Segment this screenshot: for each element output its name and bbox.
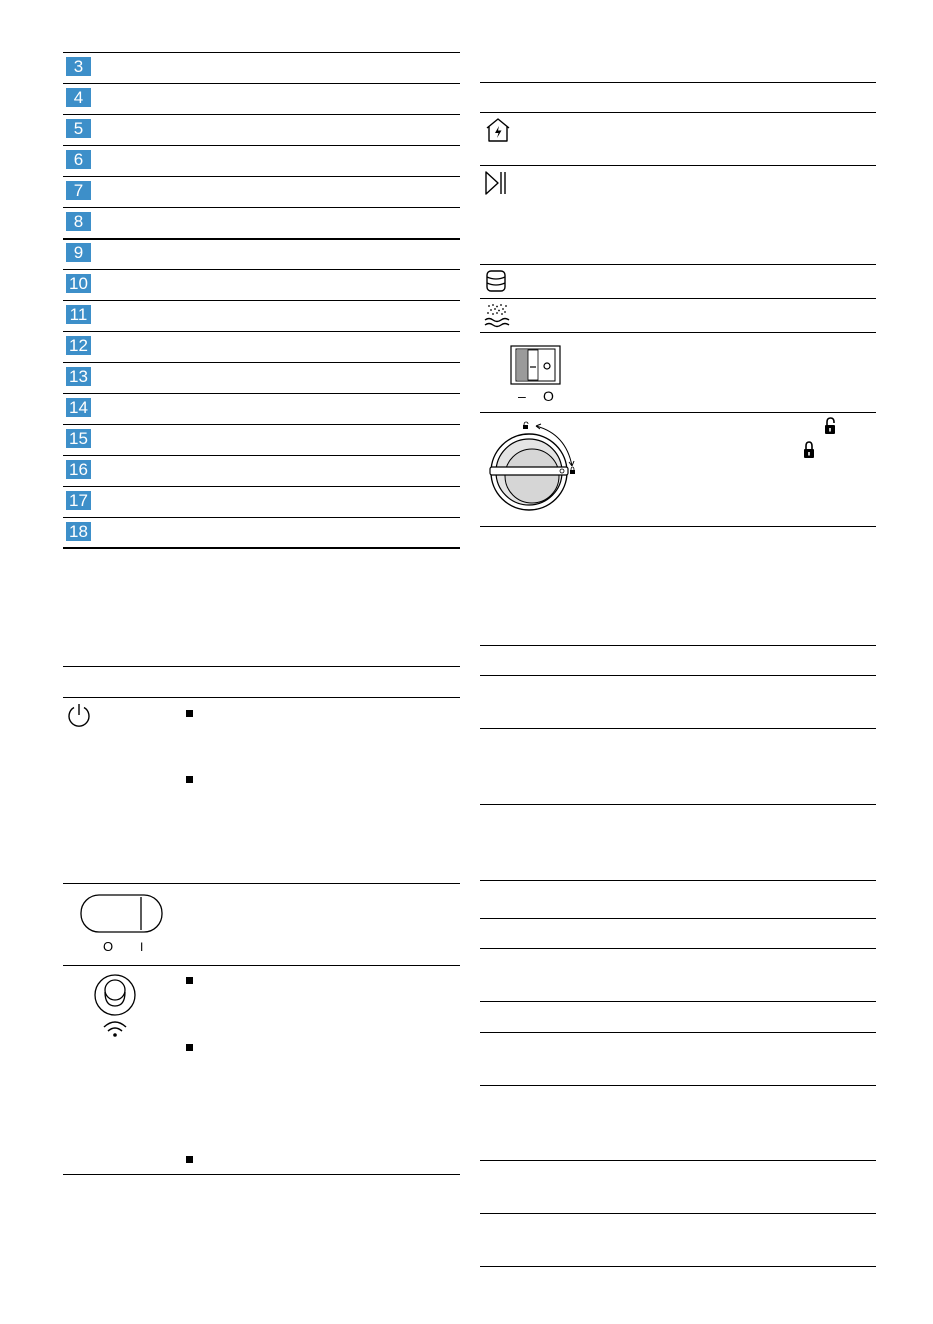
- table-rule: [480, 804, 876, 805]
- table-rule: [480, 880, 876, 881]
- table-rule: [480, 82, 876, 83]
- bullet: [186, 710, 193, 717]
- table-rule: [63, 114, 460, 115]
- number-badge: 6: [66, 150, 91, 169]
- table-rule: [63, 883, 460, 884]
- bullet: [186, 1044, 193, 1051]
- table-rule: [480, 1085, 876, 1086]
- table-rule: [480, 332, 876, 333]
- number-badge: 16: [66, 460, 91, 479]
- table-rule: [480, 645, 876, 646]
- bullet: [186, 1156, 193, 1163]
- table-rule: [63, 300, 460, 301]
- panel-label-o: O: [543, 388, 554, 404]
- lock-icon: [803, 441, 815, 459]
- table-rule: [63, 517, 460, 518]
- table-rule: [480, 918, 876, 919]
- table-rule: [63, 1174, 460, 1175]
- bullet: [186, 977, 193, 984]
- power-icon: [66, 702, 92, 728]
- dust-sensor-icon: [483, 302, 511, 328]
- table-rule: [480, 412, 876, 413]
- table-rule: [480, 165, 876, 166]
- number-badge: 8: [66, 212, 91, 231]
- table-rule: [63, 393, 460, 394]
- table-rule: [63, 455, 460, 456]
- switch-label-off: O: [103, 939, 114, 954]
- lock-knob-icon: [486, 420, 582, 516]
- number-badge: 4: [66, 88, 91, 107]
- unlock-icon: [824, 417, 836, 435]
- table-rule: [63, 362, 460, 363]
- table-rule: [63, 83, 460, 84]
- table-rule: [480, 526, 876, 527]
- table-rule: [63, 207, 460, 208]
- table-rule: [63, 269, 460, 270]
- table-rule: [480, 112, 876, 113]
- table-rule: [63, 666, 460, 667]
- bullet: [186, 776, 193, 783]
- table-rule: [480, 264, 876, 265]
- table-rule: [480, 675, 876, 676]
- table-rule: [63, 424, 460, 425]
- number-badge: 12: [66, 336, 91, 355]
- home-energy-icon: [484, 117, 512, 143]
- table-rule: [63, 145, 460, 146]
- table-rule: [63, 52, 460, 53]
- table-rule: [480, 1160, 876, 1161]
- table-rule: [480, 1266, 876, 1267]
- wifi-knob-icon: [92, 972, 138, 1040]
- table-rule: [63, 547, 460, 549]
- table-rule: [63, 697, 460, 698]
- table-rule: [480, 1213, 876, 1214]
- table-rule: [63, 965, 460, 966]
- number-badge: 15: [66, 429, 91, 448]
- table-rule: [63, 176, 460, 177]
- number-badge: 5: [66, 119, 91, 138]
- number-badge: 14: [66, 398, 91, 417]
- table-rule: [63, 331, 460, 332]
- rocker-switch-icon: [80, 894, 164, 934]
- table-rule: [63, 486, 460, 487]
- number-badge: 10: [66, 274, 91, 293]
- table-rule: [480, 1001, 876, 1002]
- number-badge: 7: [66, 181, 91, 200]
- number-badge: 13: [66, 367, 91, 386]
- number-badge: 3: [66, 57, 91, 76]
- number-badge: 18: [66, 522, 91, 541]
- switch-panel-icon: [510, 345, 562, 387]
- panel-label-minus: –: [518, 388, 526, 404]
- switch-label-on: I: [140, 940, 144, 954]
- container-icon: [485, 269, 507, 293]
- table-rule: [480, 728, 876, 729]
- table-rule: [480, 298, 876, 299]
- table-rule: [480, 948, 876, 949]
- number-badge: 11: [66, 305, 91, 324]
- table-rule: [480, 1032, 876, 1033]
- skip-play-pause-icon: [484, 170, 508, 196]
- number-badge: 17: [66, 491, 91, 510]
- number-badge: 9: [66, 243, 91, 262]
- table-rule: [63, 238, 460, 240]
